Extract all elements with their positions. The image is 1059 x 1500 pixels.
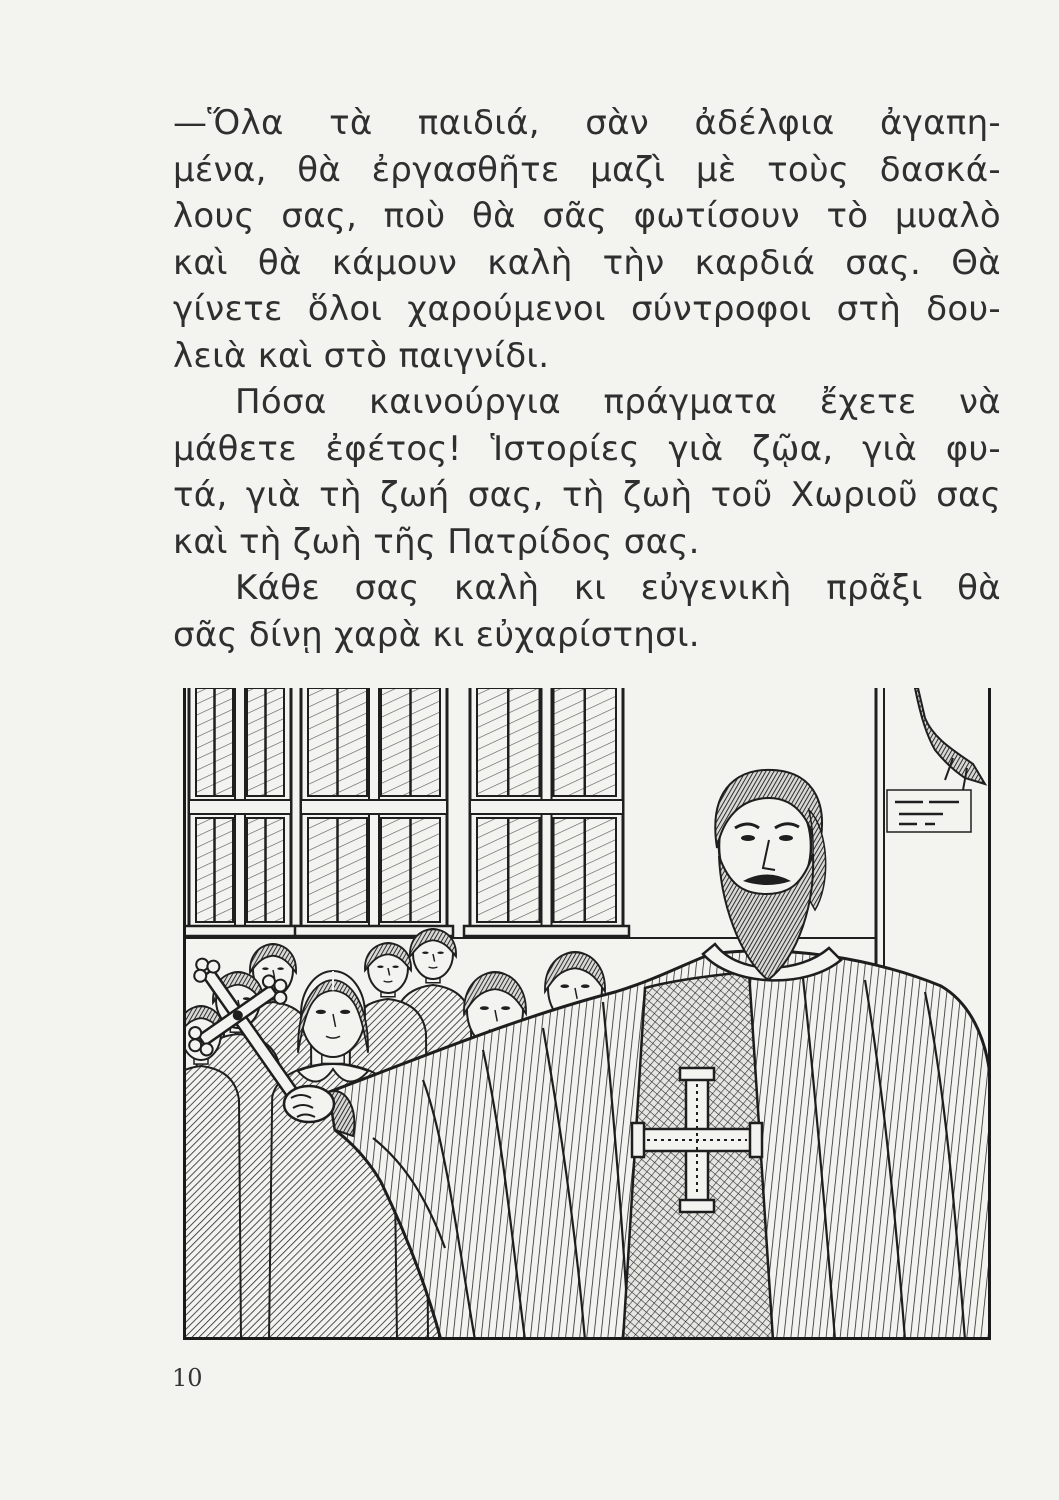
wall-plaque [887, 790, 971, 832]
paragraph-3 [173, 565, 1001, 658]
child-eye [480, 1006, 489, 1010]
window-transom [301, 800, 447, 814]
child-eye [316, 1010, 326, 1014]
child-eye [377, 966, 383, 969]
child-eye [340, 1010, 350, 1014]
window-sill [183, 926, 297, 936]
priest-eye-left [741, 835, 755, 841]
window-left [183, 688, 297, 936]
chest-cross-end [750, 1123, 762, 1157]
text-line: καὶ τὴ ζωὴ τῆς Πατρίδος σας. [173, 521, 700, 562]
wall-plaque-board [887, 790, 971, 832]
child-eye [560, 984, 569, 988]
paragraph-2 [173, 379, 1001, 565]
page-number: 10 [172, 1364, 203, 1392]
child-eye [392, 966, 398, 969]
window-transom [470, 800, 623, 814]
priest-eye-right [779, 835, 793, 841]
text-line: καὶ θὰ κάμουν καλὴ τὴν καρδιά σας. Θὰ [173, 242, 1001, 283]
text-line: Κάθε σας καλὴ κι εὐγενικὴ πρᾶξι θὰ [235, 568, 1001, 608]
child-eye [422, 952, 428, 955]
child-eye [581, 984, 590, 988]
text-line: γίνετε ὅλοι χαρούμενοι σύντροφοι στὴ δου- [173, 289, 1001, 329]
window-middle [295, 688, 453, 936]
paragraph-1 [173, 100, 1001, 379]
illustration-priest-with-children [183, 688, 991, 1340]
window-transom [189, 800, 291, 814]
text-line: Πόσα καινούργια πράγματα ἔχετε νὰ [235, 382, 1001, 422]
text-line: μάθετε ἐφέτος! Ἱστορίες γιὰ ζῷα, γιὰ φυ- [173, 428, 1001, 469]
child-eye [262, 967, 268, 970]
window-right [464, 688, 629, 936]
priest-fist [284, 1086, 334, 1122]
priest-hand [284, 1086, 334, 1122]
priest-head [715, 770, 825, 980]
hanging-object [915, 688, 985, 790]
child-eye [277, 967, 283, 970]
hanging-object-body [915, 688, 985, 784]
chest-cross-end [632, 1123, 644, 1157]
chest-cross-end [680, 1068, 714, 1080]
text-line: —Ὅλα τὰ παιδιά, σὰν ἀδέλφια ἀγαπη- [173, 103, 1001, 143]
text-line: σᾶς δίνῃ χαρὰ κι εὐχαρίστησι. [173, 614, 700, 655]
text-line: τά, γιὰ τὴ ζωή σας, τὴ ζωὴ τοῦ Χωριοῦ σας [173, 475, 1001, 515]
chest-cross-end [680, 1200, 714, 1212]
text-line: λειὰ καὶ στὸ παιγνίδι. [173, 335, 550, 376]
window-sill [464, 926, 629, 936]
child-body [183, 1066, 241, 1340]
child-eye [437, 952, 443, 955]
text-line: μένα, θὰ ἐργασθῆτε μαζὶ μὲ τοὺς δασκά- [173, 149, 1001, 190]
body-text [173, 100, 1001, 658]
text-line: λους σας, ποὺ θὰ σᾶς φωτίσουν τὸ μυαλὸ [173, 196, 1001, 236]
child-eye [501, 1006, 510, 1010]
